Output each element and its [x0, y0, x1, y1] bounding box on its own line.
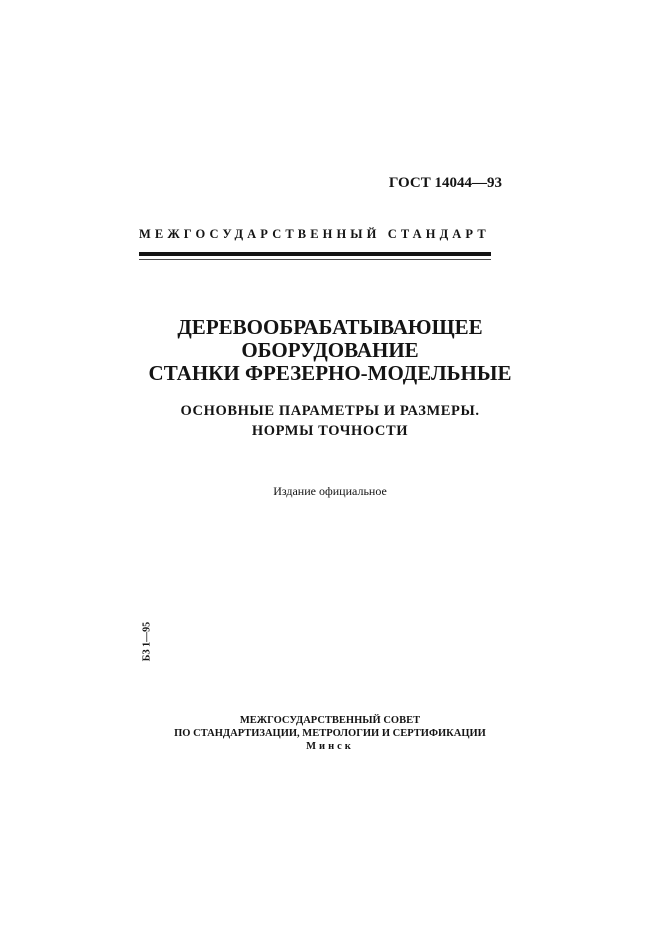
document-subtitle	[100, 401, 560, 441]
subtitle-line-2: НОРМЫ ТОЧНОСТИ	[251, 423, 409, 439]
header-rule-thick	[139, 252, 491, 256]
subtitle-line-1: ОСНОВНЫЕ ПАРАМЕТРЫ И РАЗМЕРЫ.	[180, 403, 480, 419]
publisher-line-1: МЕЖГОСУДАРСТВЕННЫЙ СОВЕТ	[239, 715, 421, 726]
publisher-city: Минск	[306, 741, 354, 752]
title-line-1: ДЕРЕВООБРАБАТЫВАЮЩЕЕ	[177, 315, 483, 339]
standard-code: ГОСТ 14044—93	[388, 175, 502, 191]
standard-type-heading: МЕЖГОСУДАРСТВЕННЫЙ СТАНДАРТ	[139, 227, 490, 241]
header-rule-thin	[139, 259, 491, 260]
publisher-block	[120, 714, 540, 753]
side-mark-text: БЗ 1—95	[141, 621, 153, 662]
title-line-3: СТАНКИ ФРЕЗЕРНО-МОДЕЛЬНЫЕ	[148, 361, 512, 385]
edition-note: Издание официальное	[273, 484, 387, 498]
document-title	[80, 316, 580, 385]
publisher-line-2: ПО СТАНДАРТИЗАЦИИ, МЕТРОЛОГИИ И СЕРТИФИКАЦИИ	[174, 728, 486, 739]
title-line-2: ОБОРУДОВАНИЕ	[241, 338, 419, 362]
